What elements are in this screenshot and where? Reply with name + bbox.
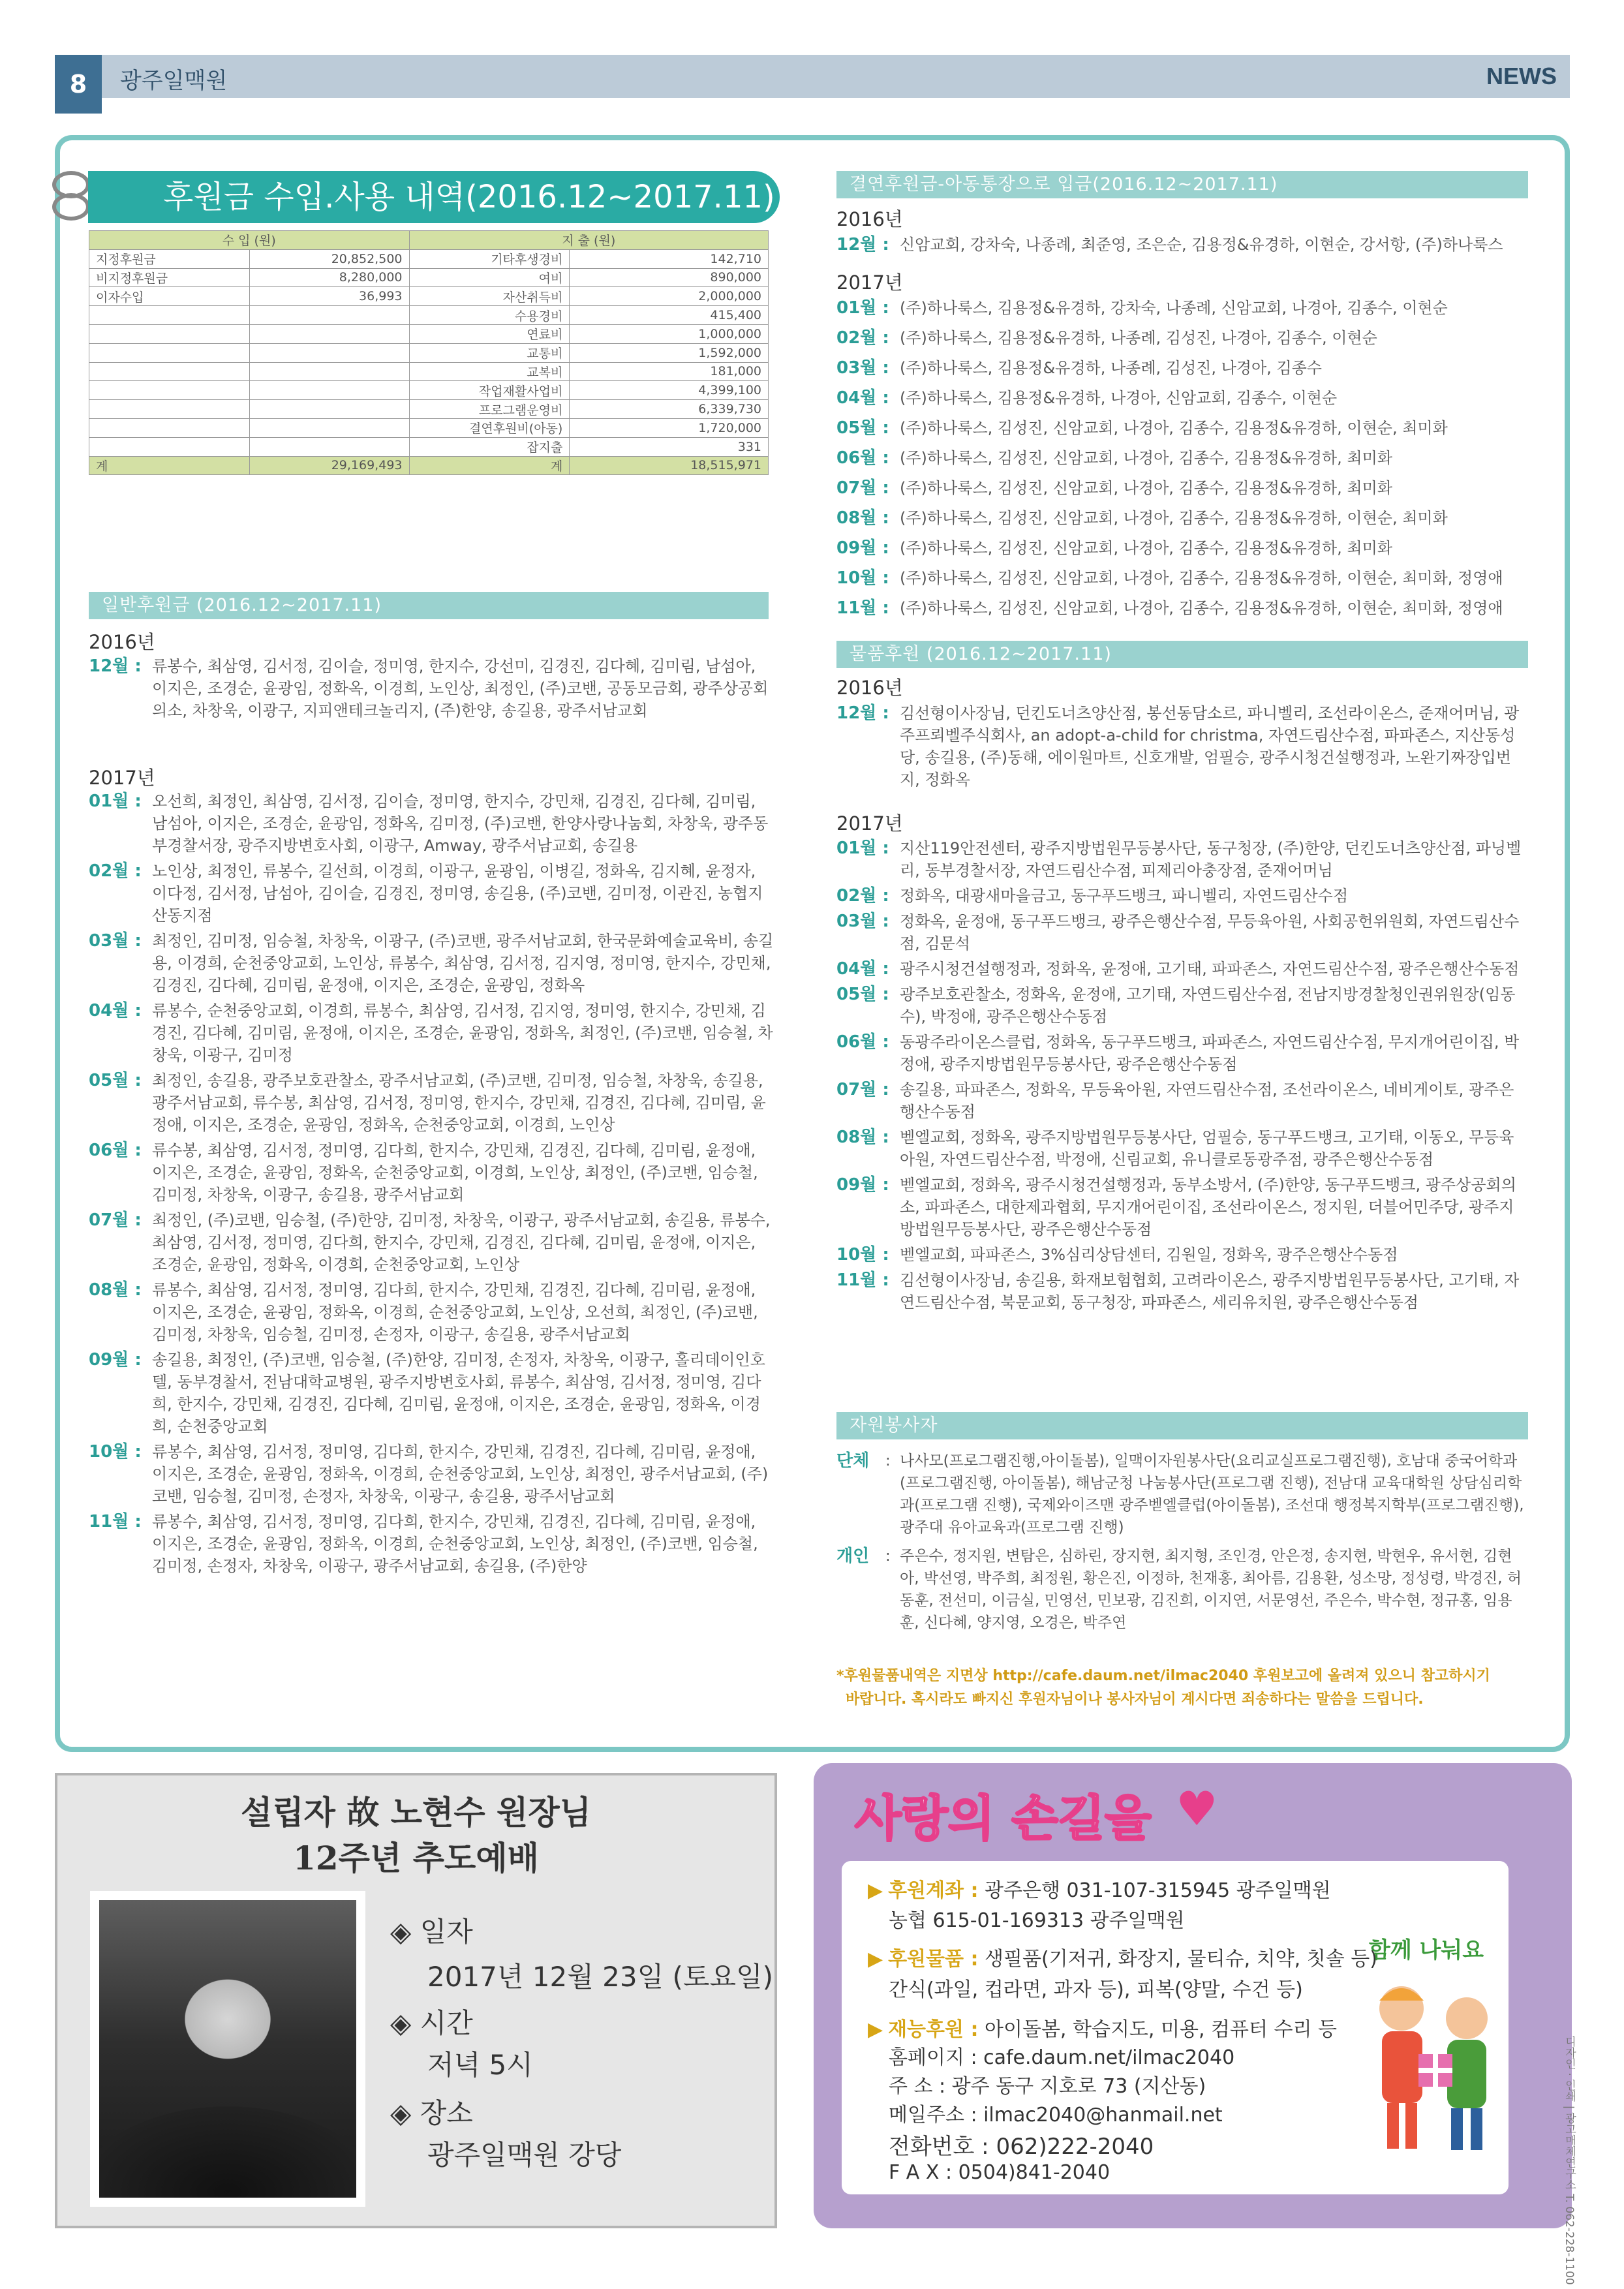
phone: 전화번호 : 062)222-2040 — [889, 2134, 1154, 2160]
arrow-icon: ▶ — [868, 1879, 883, 1902]
month-row — [836, 1269, 1528, 1313]
total-label: 계 — [89, 456, 250, 475]
income-item — [89, 306, 250, 325]
donor-names: (주)하나룩스, 김용정&유경하, 나경아, 신암교회, 김종수, 이현순 — [900, 389, 1338, 407]
donor-names: 벧엘교회, 정화옥, 광주지방법원무등봉사단, 엄필승, 동구푸드뱅크, 고기태, 이동오, 무등육아원, 자연드림산수점, 박정애, 신림교회, 유니클로동광주점, 광주은행산수동점 — [900, 1128, 1514, 1169]
month-row — [836, 885, 1528, 907]
general-2016-list — [89, 655, 774, 725]
month-row — [836, 702, 1528, 791]
month-row — [836, 983, 1528, 1028]
month-row — [89, 790, 774, 857]
month-label: 07월 : — [836, 1080, 889, 1099]
month-label: 11월 : — [836, 1270, 889, 1290]
table-row — [89, 418, 769, 437]
income-amount — [249, 324, 409, 343]
print-credit: 디자인 · 인쇄 | 광고매체연구소 T. 062-228-1100 — [1563, 2036, 1576, 2285]
total-row — [89, 456, 769, 475]
month-label: 09월 : — [836, 1175, 889, 1195]
expense-item: 기타후생경비 — [409, 249, 570, 268]
kid-head — [1446, 1997, 1488, 2039]
donor-names: 지산119안전센터, 광주지방법원무등봉사단, 동구청장, (주)한양, 던킨도너츠양산점, 파닝벨리, 동부경찰서장, 자연드림산수점, 피제리아충장점, 준재어머님 — [900, 839, 1522, 880]
month-label: 11월 : — [836, 598, 889, 618]
month-row — [89, 860, 774, 927]
month-label: 06월 : — [836, 1032, 889, 1052]
date-value: 2017년 12월 23일 (토요일) — [427, 1961, 774, 1993]
month-row — [836, 387, 1535, 409]
donor-names: 오선희, 최정인, 최삼영, 김서정, 김이슬, 정미영, 한지수, 강민채, 김경진, 김다혜, 김미림, 남섬아, 이지은, 조경순, 윤광임, 정화옥, 김미정, (주)코밴, 한양사랑나눔회, 차창욱, 광주동부경찰서장, 광주지방변호사회, 이광구, Amway, 광주서남교회, 송길용 — [152, 792, 769, 855]
table-row — [89, 287, 769, 306]
heart-icon: ♥ — [1176, 1781, 1218, 1836]
month-label: 09월 : — [89, 1350, 142, 1370]
month-label: 11월 : — [89, 1512, 142, 1531]
income-amount — [249, 362, 409, 381]
month-row — [89, 1349, 774, 1437]
table-row — [89, 381, 769, 400]
goods-2017-list — [836, 837, 1528, 1317]
month-row — [89, 1139, 774, 1206]
expense-header: 지 출 (원) — [409, 231, 769, 250]
expense-item: 여비 — [409, 268, 570, 287]
goods-line-2: 간식(과일, 컵라면, 과자 등), 피복(양말, 수건 등) — [889, 1978, 1303, 2001]
donor-names: 최정인, 송길용, 광주보호관찰소, 광주서남교회, (주)코밴, 김미정, 임승철, 차창욱, 송길용, 광주서남교회, 류수봉, 최삼영, 김서정, 정미영, 한지수, 강민채, 김경진, 김다혜, 김미림, 윤정애, 이지은, 조경순, 윤광임, 정화옥, 순천중앙교회, 이경희, 노인상 — [152, 1071, 766, 1134]
month-row — [836, 447, 1535, 469]
place-label: ◈ 장소 — [390, 2097, 473, 2129]
month-label: 07월 : — [836, 478, 889, 498]
groups-label: 단체 — [836, 1451, 870, 1471]
donor-names: (주)하나룩스, 김용정&유경하, 강차숙, 나종례, 신암교회, 나경아, 김종수, 이현순 — [900, 299, 1448, 317]
donor-names: 정화옥, 대광새마을금고, 동구푸드뱅크, 파니벨리, 자연드림산수점 — [900, 887, 1348, 905]
donor-names: (주)하나룩스, 김성진, 신암교회, 나경아, 김종수, 김용정&유경하, 이현순, 최미화 — [900, 509, 1448, 527]
groups-text: 나사모(프로그램진행,아이돌봄), 일맥이자원봉사단(요리교실프로그램진행), 호남대 중국어학과(프로그램진행, 아이돌봄), 해남군청 나눔봉사단(프로그램 진행), 전남대 교육대학원 상담심리학과(프로그램 진행), 국제와이즈맨 광주벧엘클럽(아이돌봄), 조선대 행정복지학부(프로그램진행), 광주대 유아교육과(프로그램 진행) — [900, 1452, 1524, 1536]
month-row — [836, 477, 1535, 499]
month-label: 04월 : — [89, 1001, 142, 1021]
goods-heading: 물품후원 (2016.12~2017.11) — [836, 641, 1528, 668]
income-item — [89, 418, 250, 437]
donor-names: (주)하나룩스, 김성진, 신암교회, 나경아, 김종수, 김용정&유경하, 최미화 — [900, 539, 1392, 557]
month-label: 03월 : — [836, 358, 889, 378]
donor-names: 류봉수, 최삼영, 김서정, 정미영, 김다희, 한지수, 강민채, 김경진, 김다혜, 김미림, 윤정애, 이지은, 조경순, 윤광임, 정화옥, 이경희, 순천중앙교회, 노인상, 최정인, 광주서남교회, (주)코밴, 임승철, 김미정, 손정자, 차창욱, 이광구, 송길용, 광주서남교회 — [152, 1443, 769, 1505]
sponsor-heading: 결연후원금-아동통장으로 입금(2016.12~2017.11) — [836, 171, 1528, 198]
month-label: 06월 : — [89, 1141, 142, 1160]
expense-amount: 1,592,000 — [570, 343, 769, 362]
year-label: 2017년 — [89, 767, 155, 789]
donor-names: 광주시청건설행정과, 정화옥, 윤정애, 고기태, 파파존스, 자연드림산수점, 광주은행산수동점 — [900, 960, 1520, 978]
month-label: 07월 : — [89, 1210, 142, 1230]
table-row — [89, 437, 769, 456]
expense-item: 수용경비 — [409, 306, 570, 325]
month-row — [836, 507, 1535, 529]
expense-amount: 331 — [570, 437, 769, 456]
donor-names: 최정인, 김미정, 임승철, 차창욱, 이광구, (주)코밴, 광주서남교회, 한국문화예술교육비, 송길용, 이경희, 순천중앙교회, 노인상, 류봉수, 최삼영, 김서정, 김지영, 정미영, 한지수, 강민채, 김경진, 김다혜, 김미림, 윤정애, 이지은, 조경순, 윤광임, 정화옥 — [152, 932, 774, 994]
month-label: 02월 : — [836, 886, 889, 906]
table-row — [89, 324, 769, 343]
date-label: ◈ 일자 — [390, 1916, 473, 1948]
expense-total: 18,515,971 — [570, 456, 769, 475]
income-amount — [249, 343, 409, 362]
volunteer-list — [836, 1450, 1528, 1640]
month-row — [836, 910, 1528, 955]
income-header: 수 입 (원) — [89, 231, 410, 250]
month-row — [836, 357, 1535, 379]
report-title: 후원금 수입.사용 내역(2016.12~2017.11) — [88, 171, 780, 223]
year-label: 2017년 — [836, 271, 903, 294]
donor-names: 정화옥, 윤정애, 동구푸드뱅크, 광주은행산수점, 무등육아원, 사회공헌위원회, 자연드림산수점, 김문석 — [900, 912, 1520, 953]
table-row — [89, 268, 769, 287]
month-label: 10월 : — [836, 568, 889, 588]
table-row — [89, 306, 769, 325]
expense-amount: 2,000,000 — [570, 287, 769, 306]
income-item — [89, 381, 250, 400]
memorial-title: 설립자 故 노현수 원장님 — [241, 1793, 591, 1832]
month-label: 06월 : — [836, 448, 889, 468]
income-item: 이자수입 — [89, 287, 250, 306]
month-label: 12월 : — [89, 656, 142, 676]
income-amount — [249, 306, 409, 325]
income-amount: 20,852,500 — [249, 249, 409, 268]
table-row — [89, 362, 769, 381]
illustration-text: 함께 나눠요 — [1369, 1937, 1484, 1963]
expense-amount: 890,000 — [570, 268, 769, 287]
memorial-subtitle: 12주년 추도예배 — [293, 1839, 539, 1877]
time-value: 저녁 5시 — [427, 2049, 533, 2081]
volunteer-heading: 자원봉사자 — [836, 1412, 1528, 1439]
sponsor-names: 신암교회, 강차숙, 나종례, 최준영, 조은순, 김용정&유경하, 이현순, 강서항, (주)하나룩스 — [900, 236, 1503, 254]
table-header-row — [89, 231, 769, 250]
homepage: 홈페이지 : cafe.daum.net/ilmac2040 — [889, 2046, 1235, 2069]
expense-item: 자산취득비 — [409, 287, 570, 306]
month-row — [89, 655, 774, 722]
expense-amount: 1,000,000 — [570, 324, 769, 343]
donor-names: 벧엘교회, 정화옥, 광주시청건설행정과, 동부소방서, (주)한양, 동구푸드뱅크, 광주상공회의소, 파파존스, 대한제과협회, 무지개어린이집, 조선라이온스, 정지원, 더블어민주당, 광주지방법원무등봉사단, 광주은행산수동점 — [900, 1176, 1516, 1238]
total-label: 계 — [409, 456, 570, 475]
month-label: 08월 : — [89, 1280, 142, 1300]
time-label: ◈ 시간 — [390, 2007, 473, 2039]
donor-names: 동광주라이온스클럽, 정화옥, 동구푸드뱅크, 파파존스, 자연드림산수점, 무지개어린이집, 박정애, 광주지방법원무등봉사단, 광주은행산수동점 — [900, 1033, 1520, 1073]
income-item — [89, 343, 250, 362]
income-amount — [249, 381, 409, 400]
income-item: 비지정후원금 — [89, 268, 250, 287]
donor-names: (주)하나룩스, 김용정&유경하, 나종례, 김성진, 나경아, 김종수, 이현순 — [900, 329, 1377, 347]
month-label: 04월 : — [836, 959, 889, 979]
year-label: 2017년 — [836, 812, 903, 835]
donation-title: 사랑의 손길을 — [855, 1790, 1152, 1847]
year-label: 2016년 — [836, 208, 903, 230]
month-label: 12월 : — [836, 703, 889, 723]
donor-names: 류봉수, 최삼영, 김서정, 정미영, 김다희, 한지수, 강민채, 김경진, 김다혜, 김미림, 윤정애, 이지은, 조경순, 윤광임, 정화옥, 이경희, 순천중앙교회, 노인상, 오선희, 최정인, (주)코밴, 김미정, 차창욱, 임승철, 김미정, 손정자, 이광구, 송길용, 광주서남교회 — [152, 1281, 758, 1344]
donor-names: (주)하나룩스, 김성진, 신암교회, 나경아, 김종수, 김용정&유경하, 이현순, 최미화 — [900, 419, 1448, 437]
place-value: 광주일맥원 강당 — [427, 2139, 622, 2171]
notice-line-2: 바랍니다. 혹시라도 빠지신 후원자님이나 봉사자님이 계시다면 죄송하다는 말씀을 드립니다. — [846, 1691, 1424, 1708]
expense-item: 프로그램운영비 — [409, 400, 570, 419]
month-row — [89, 1069, 774, 1136]
month-row — [836, 597, 1535, 619]
volunteer-persons: 개인 : 주은수, 정지원, 변탐은, 심하린, 장지현, 최지형, 조인경, 안은정, 송지현, 박현우, 유서현, 김현아, 박선영, 박주희, 최정원, 황은진, 이정하, 천재홍, 최아름, 김용환, 성소망, 정성령, 박경진, 허동훈, 전선미, 이금실, 민영선, 민보광, 김진희, 이지연, 서문영선, 주은수, 박수현, 정규홍, 임용훈, 신다혜, 양지영, 오경은, 박주연 — [836, 1545, 1528, 1634]
expense-amount: 415,400 — [570, 306, 769, 325]
expense-amount: 4,399,100 — [570, 381, 769, 400]
portrait-image — [99, 1900, 356, 2198]
income-item — [89, 437, 250, 456]
donor-names: 송길용, 최정인, (주)코밴, 임승철, (주)한양, 김미정, 손정자, 차창욱, 이광구, 홀리데이인호텔, 동부경찰서, 전남대학교병원, 광주지방변호사회, 류봉수, 최삼영, 김서정, 정미영, 김다희, 한지수, 강민채, 김경진, 김다혜, 김미림, 윤정애, 이지은, 조경순, 윤광임, 정화옥, 이경희, 순천중앙교회 — [152, 1351, 765, 1436]
expense-item: 결연후원비(아동) — [409, 418, 570, 437]
month-label: 01월 : — [89, 791, 142, 811]
month-row — [836, 417, 1535, 439]
donor-names: 류봉수, 순천중앙교회, 이경희, 류봉수, 최삼영, 김서정, 김지영, 정미영, 한지수, 강민채, 김경진, 김다혜, 김미림, 윤정애, 이지은, 조경순, 윤광임, 정화옥, 최정인, (주)코밴, 임승철, 차창욱, 이광구, 김미정 — [152, 1002, 773, 1064]
goods-donors: 김선형이사장님, 던킨도너츠양산점, 봉선동담소르, 파니벨리, 조선라이온스, 준재어머님, 광주프뢰벨주식회사, an adopt-a-child for christma, 자연드림산수점, 파파존스, 지산동성당, 송길용, (주)동해, 에이원마트, 신호개발, 엄필승, 광주시청건설행정과, 노완기짜장입번지, 정화옥 — [900, 704, 1520, 789]
expense-amount: 181,000 — [570, 362, 769, 381]
month-row — [836, 1079, 1528, 1123]
month-row — [89, 930, 774, 996]
donor-names: (주)하나룩스, 김성진, 신암교회, 나경아, 김종수, 김용정&유경하, 최미화 — [900, 449, 1392, 467]
expense-item: 교복비 — [409, 362, 570, 381]
month-row — [836, 837, 1528, 882]
general-2017-list — [89, 790, 774, 1580]
income-amount: 8,280,000 — [249, 268, 409, 287]
expense-item: 작업재활사업비 — [409, 381, 570, 400]
month-label: 08월 : — [836, 508, 889, 528]
donor-names: (주)하나룩스, 김성진, 신암교회, 나경아, 김종수, 김용정&유경하, 이현순, 최미화, 정영애 — [900, 569, 1503, 587]
month-row — [89, 1511, 774, 1577]
year-label: 2016년 — [836, 677, 903, 699]
volunteer-groups: 단체 : 나사모(프로그램진행,아이돌봄), 일맥이자원봉사단(요리교실프로그램진행), 호남대 중국어학과(프로그램진행, 아이돌봄), 해남군청 나눔봉사단(프로그램 진행), 전남대 교육대학원 상담심리학과(프로그램 진행), 국제와이즈맨 광주벧엘클럽(아이돌봄), 조선대 행정복지학부(프로그램진행), 광주대 유아교육과(프로그램 진행) — [836, 1450, 1528, 1539]
donor-names: 벧엘교회, 파파존스, 3%심리상담센터, 김원일, 정화옥, 광주은행산수동점 — [900, 1246, 1398, 1264]
donor-names: (주)하나룩스, 김성진, 신암교회, 나경아, 김종수, 김용정&유경하, 이현순, 최미화, 정영애 — [900, 599, 1503, 617]
month-row — [836, 1174, 1528, 1240]
general-donation-heading: 일반후원금 (2016.12~2017.11) — [89, 592, 769, 619]
month-label: 03월 : — [89, 931, 142, 951]
month-label: 04월 : — [836, 388, 889, 408]
fax: F A X : 0504)841-2040 — [889, 2161, 1111, 2184]
month-label: 09월 : — [836, 538, 889, 558]
month-row — [836, 537, 1535, 559]
month-row — [836, 327, 1535, 349]
kid-hat — [1379, 1988, 1424, 2001]
month-label: 01월 : — [836, 838, 889, 858]
month-row — [836, 1126, 1528, 1171]
month-label: 01월 : — [836, 298, 889, 318]
income-amount — [249, 418, 409, 437]
month-row — [89, 1000, 774, 1066]
donor-names: 류봉수, 최삼영, 김서정, 정미영, 김다희, 한지수, 강민채, 김경진, 김다혜, 김미림, 윤정애, 이지은, 조경순, 윤광임, 정화옥, 이경희, 순천중앙교회, 노인상, 최정인, (주)코밴, 임승철, 김미정, 손정자, 차창욱, 이광구, 광주서남교회, 송길용, (주)한양 — [152, 1513, 758, 1575]
income-total: 29,169,493 — [249, 456, 409, 475]
page-number: 8 — [55, 55, 102, 114]
talent-row: ▶ 재능후원 : 아이돌봄, 학습지도, 미용, 컴퓨터 수리 등 — [868, 2018, 1337, 2041]
month-label: 02월 : — [89, 861, 142, 881]
donor-names: 최정인, (주)코밴, 임승철, (주)한양, 김미정, 차창욱, 이광구, 광주서남교회, 송길용, 류봉수, 최삼영, 김서정, 정미영, 김다희, 한지수, 강민채, 김경진, 김다혜, 김미림, 윤정애, 이지은, 조경순, 윤광임, 정화옥, 이경희, 순천중앙교회, 노인상 — [152, 1211, 771, 1274]
expense-amount: 6,339,730 — [570, 400, 769, 419]
month-row — [836, 1031, 1528, 1075]
month-row — [836, 234, 1535, 256]
donor-names: 송길용, 파파존스, 정화옥, 무등육아원, 자연드림산수점, 조선라이온스, 네비게이토, 광주은행산수동점 — [900, 1081, 1514, 1121]
goods-2016-list — [836, 702, 1528, 794]
table-row — [89, 343, 769, 362]
expense-amount: 1,720,000 — [570, 418, 769, 437]
month-label: 05월 : — [836, 985, 889, 1004]
email: 메일주소 : ilmac2040@hanmail.net — [889, 2104, 1223, 2127]
donor-names: 광주보호관찰소, 정화옥, 윤정애, 고기태, 자연드림산수점, 전남지방경찰청인권위원장(임동수), 박정애, 광주은행산수동점 — [900, 985, 1516, 1026]
donor-names: (주)하나룩스, 김용정&유경하, 나종례, 김성진, 나경아, 김종수 — [900, 359, 1322, 377]
arrow-icon: ▶ — [868, 1948, 883, 1971]
donor-names: 류봉수, 최삼영, 김서정, 김이슬, 정미영, 한지수, 강선미, 김경진, 김다혜, 김미림, 남섬아, 이지은, 조경순, 윤광임, 정화옥, 이경희, 노인상, 최정인, (주)코밴, 공동모금회, 광주상공회의소, 차창욱, 이광구, 지피앤테크놀리지, (주)한양, 송길용, 광주서남교회 — [152, 657, 769, 720]
persons-text: 주은수, 정지원, 변탐은, 심하린, 장지현, 최지형, 조인경, 안은정, 송지현, 박현우, 유서현, 김현아, 박선영, 박주희, 최정원, 황은진, 이정하, 천재홍, 최아름, 김용환, 성소망, 정성령, 박경진, 허동훈, 전선미, 이금실, 민영선, 민보광, 김진희, 이지연, 서문영선, 주은수, 박수현, 정규홍, 임용훈, 신다혜, 양지영, 오경은, 박주연 — [900, 1548, 1522, 1631]
notice-line-1: *후원물품내역은 지면상 http://cafe.daum.net/ilmac2040 후원보고에 올려져 있으니 참고하시기 — [836, 1668, 1490, 1684]
sharing-illustration — [1356, 1930, 1506, 2155]
month-label: 08월 : — [836, 1128, 889, 1147]
month-row — [836, 297, 1535, 319]
month-row — [89, 1209, 774, 1276]
month-row — [89, 1441, 774, 1507]
address: 주 소 : 광주 동구 지호로 73 (지산동) — [889, 2075, 1206, 2098]
month-row — [89, 1279, 774, 1345]
month-label: 02월 : — [836, 328, 889, 348]
month-label: 10월 : — [836, 1245, 889, 1265]
month-row — [836, 567, 1535, 589]
expense-item: 잡지출 — [409, 437, 570, 456]
month-label: 12월 : — [836, 235, 889, 254]
income-item — [89, 400, 250, 419]
expense-item: 연료비 — [409, 324, 570, 343]
income-amount: 36,993 — [249, 287, 409, 306]
sponsor-2016-list — [836, 234, 1535, 264]
income-item — [89, 362, 250, 381]
donor-names: 김선형이사장님, 송길용, 화재보험협회, 고려라이온스, 광주지방법원무등봉사단, 고기태, 자연드림산수점, 북문교회, 동구청장, 파파존스, 세리유치원, 광주은행산수동점 — [900, 1271, 1520, 1312]
founder-portrait — [90, 1891, 365, 2207]
account-row: ▶ 후원계좌 : 광주은행 031-107-315945 광주일맥원 — [868, 1879, 1331, 1902]
income-item — [89, 324, 250, 343]
ring-decoration — [52, 193, 90, 221]
kid-shirt — [1447, 2040, 1486, 2108]
income-amount — [249, 400, 409, 419]
news-label: NEWS — [1486, 63, 1557, 89]
table-row — [89, 249, 769, 268]
persons-label: 개인 — [836, 1546, 870, 1566]
account-line-2: 농협 615-01-169313 광주일맥원 — [889, 1909, 1185, 1932]
header-title: 광주일맥원 — [120, 68, 228, 94]
goods-row: ▶ 후원물품 : 생필품(기저귀, 화장지, 물티슈, 치약, 칫솔 등) — [868, 1948, 1377, 1971]
year-label: 2016년 — [89, 631, 155, 653]
arrow-icon: ▶ — [868, 2018, 883, 2041]
month-label: 05월 : — [836, 418, 889, 438]
income-item: 지정후원금 — [89, 249, 250, 268]
donor-names: (주)하나룩스, 김성진, 신암교회, 나경아, 김종수, 김용정&유경하, 최미화 — [900, 479, 1392, 497]
donor-names: 노인상, 최정인, 류봉수, 길선희, 이경희, 이광구, 윤광임, 이병길, 정화옥, 김지혜, 윤정자, 이다정, 김서정, 남섬아, 김이슬, 김경진, 정미영, 송길용, (주)코밴, 김미정, 이관진, 농협지산동지점 — [152, 862, 763, 925]
donor-names: 류수봉, 최삼영, 김서정, 정미영, 김다희, 한지수, 강민채, 김경진, 김다혜, 김미림, 윤정애, 이지은, 조경순, 윤광임, 정화옥, 순천중앙교회, 이경희, 노인상, 최정인, (주)코밴, 임승철, 김미정, 차창욱, 이광구, 송길용, 광주서남교회 — [152, 1141, 758, 1204]
month-row — [836, 958, 1528, 980]
income-amount — [249, 437, 409, 456]
month-label: 03월 : — [836, 912, 889, 931]
month-label: 10월 : — [89, 1442, 142, 1462]
page-header — [55, 55, 1570, 98]
expense-item: 교통비 — [409, 343, 570, 362]
kid-shirt — [1382, 2031, 1422, 2103]
month-row — [836, 1244, 1528, 1266]
month-label: 05월 : — [89, 1071, 142, 1090]
expense-amount: 142,710 — [570, 249, 769, 268]
income-expense-table — [89, 230, 769, 475]
sponsor-2017-list — [836, 297, 1535, 627]
table-row — [89, 400, 769, 419]
